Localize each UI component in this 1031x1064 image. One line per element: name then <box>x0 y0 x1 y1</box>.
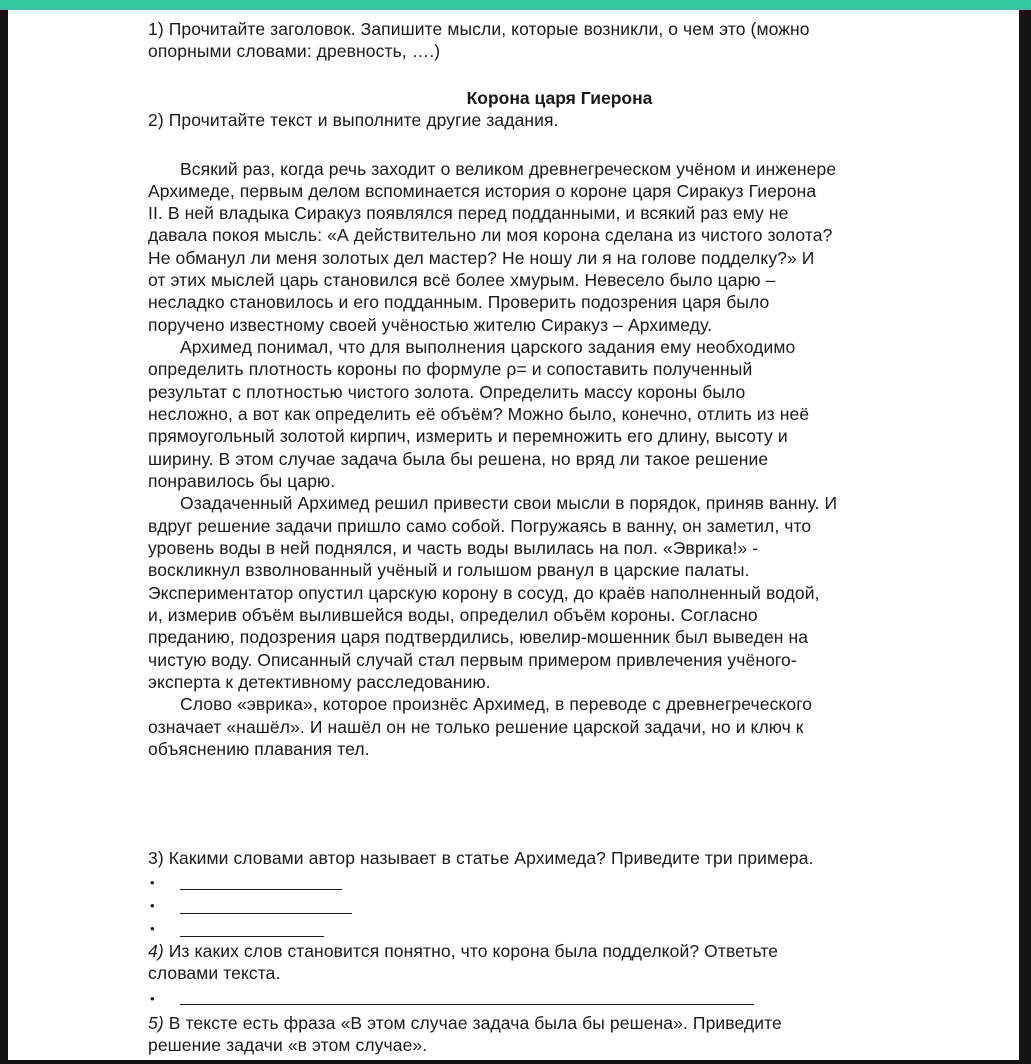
bullet-icon: • <box>150 921 155 936</box>
text-line: Архимед понимал, что для выполнения царского задания ему необходимо <box>180 337 796 357</box>
text-line: определить плотность короны по формуле ρ= и сопоставить полученный <box>148 359 753 379</box>
text-line: II. В ней владыка Сиракуз появлялся перед подданными, и всякий раз ему не <box>148 203 789 223</box>
text-line: результат с плотностью чистого золота. Определить массу короны было <box>148 382 746 402</box>
task1-line-1: 1) Прочитайте заголовок. Запишите мысли, которые возникли, о чем это (можно <box>148 19 810 39</box>
document-title: Корона царя Гиерона <box>466 88 653 108</box>
text-line: Архимеде, первым делом вспоминается история о короне царя Сиракуз Гиерона <box>148 181 817 201</box>
task2-instruction: 2) Прочитайте текст и выполните другие задания. <box>148 110 559 130</box>
text-line: преданию, подозрения царя подтвердились, ювелир-мошенник был выведен на <box>148 627 809 647</box>
text-line: Слово «эврика», которое произнёс Архимед, в переводе с древнегреческого <box>180 694 813 714</box>
task4-line-2: словами текста. <box>148 963 281 983</box>
task4-number: 4) <box>148 941 164 961</box>
text-line: чистую воду. Описанный случай стал первым примером привлечения учёного- <box>148 650 797 670</box>
text-line: Всякий раз, когда речь заходит о великом древнегреческом учёном и инженере <box>180 159 837 179</box>
top-accent-bar <box>0 0 1031 10</box>
text-line: Экспериментатор опустил царскую корону в сосуд, до краёв наполненный водой, <box>148 583 820 603</box>
bullet-icon: • <box>150 991 155 1006</box>
task5-text: В тексте есть фраза «В этом случае задача была бы решена». Приведите <box>163 1013 782 1033</box>
text-line: и, измерив объём вылившейся воды, определил объём короны. Согласно <box>148 605 758 625</box>
task1-line-2: опорными словами: древность, ….) <box>148 41 441 61</box>
text-line: давала покоя мысль: «А действительно ли моя корона сделана из чистого золота? <box>148 225 833 245</box>
text-line: объяснению плавания тел. <box>148 739 370 759</box>
task4-text: Из каких слов становится понятно, что корона была подделкой? Ответьте <box>163 941 779 961</box>
text-line: от этих мыслей царь становился всё более хмурым. Невесело было царю – <box>148 270 776 290</box>
text-line: понравилось бы царю. <box>148 471 336 491</box>
text-line: ширину. В этом случае задача была бы решена, но вряд ли такое решение <box>148 449 769 469</box>
text-line: Не обманул ли меня золотых дел мастер? Не ношу ли я на голове подделку?» И <box>148 248 815 268</box>
text-line: означает «нашёл». И нашёл он не только решение царской задачи, но и ключ к <box>148 717 804 737</box>
text-line: вдруг решение задачи пришло само собой. Погружаясь в ванну, он заметил, что <box>148 516 812 536</box>
text-line: уровень воды в ней поднялся, и часть воды вылилась на пол. «Эврика!» - <box>148 538 759 558</box>
text-line: эксперта к детективному расследованию. <box>148 672 491 692</box>
answer-blank-4[interactable] <box>180 1004 754 1005</box>
answer-blank-3[interactable] <box>180 936 324 937</box>
answer-blank-2[interactable] <box>180 913 352 914</box>
text-line: прямоугольный золотой кирпич, измерить и перемножить его длину, высоту и <box>148 426 788 446</box>
text-line: несладко становилось и его подданным. Проверить подозрения царя было <box>148 292 770 312</box>
bullet-icon: • <box>150 875 155 890</box>
text-line: несложно, а вот как определить её объём? Можно было, конечно, отлить из неё <box>148 404 810 424</box>
task3-question: 3) Какими словами автор называет в статье Архимеда? Приведите три примера. <box>148 848 814 868</box>
task5-line-2: решение задачи «в этом случае». <box>148 1035 428 1055</box>
bullet-icon: • <box>150 898 155 913</box>
task4-line-1 <box>148 940 778 962</box>
answer-blank-1[interactable] <box>180 889 342 890</box>
text-line: воскликнул взволнованный учёный и голышом рванул в царские палаты. <box>148 560 750 580</box>
text-line: Озадаченный Архимед решил привести свои мысли в порядок, приняв ванну. И <box>180 493 838 513</box>
task5-number: 5) <box>148 1013 164 1033</box>
task5-line-1 <box>148 1012 782 1034</box>
document-page <box>8 10 1019 1060</box>
text-line: поручено известному своей учёностью жителю Сиракуз – Архимеду. <box>148 315 713 335</box>
